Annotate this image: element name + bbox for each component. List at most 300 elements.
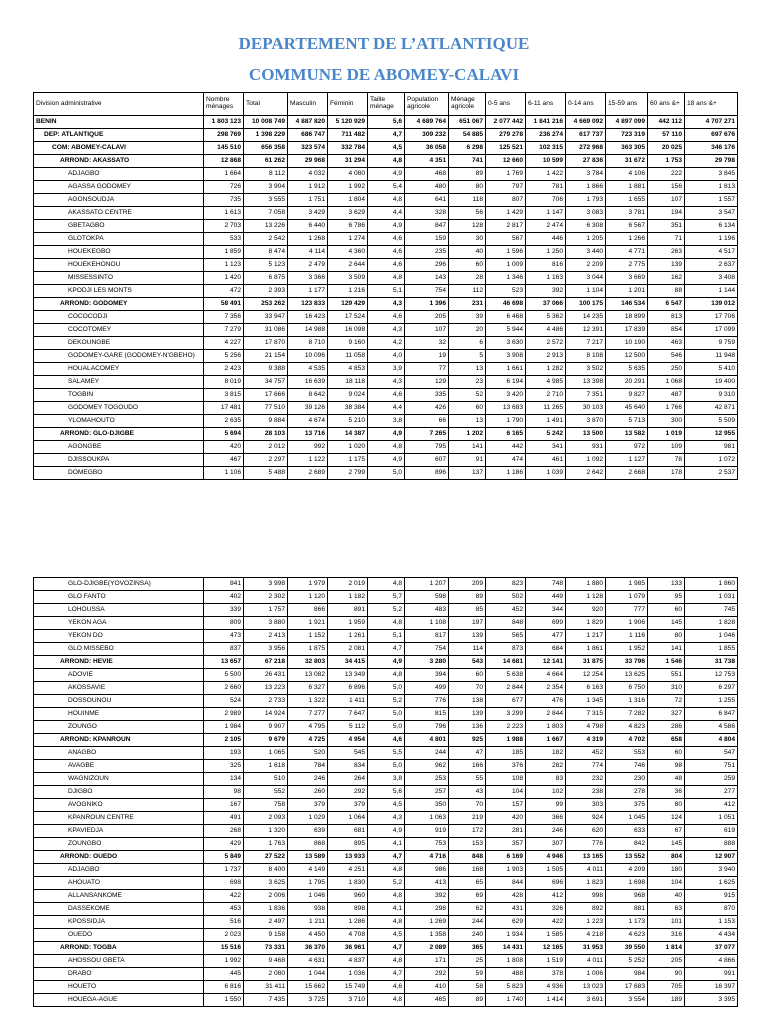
table-cell: 36 058	[405, 142, 449, 155]
table-cell: 12 907	[685, 851, 738, 864]
table-cell: 453	[204, 903, 244, 916]
table-cell: 3 940	[685, 864, 738, 877]
division-name: AGONSOUDJA	[34, 194, 204, 207]
table-cell: 5 210	[328, 415, 368, 428]
division-name: ARROND: HEVIE	[34, 656, 204, 669]
table-cell: 125 521	[486, 142, 526, 155]
table-cell: 1 255	[685, 695, 738, 708]
table-cell: 298	[405, 903, 449, 916]
division-name: SALAMEY	[34, 376, 204, 389]
table-cell: 136	[449, 721, 486, 734]
table-row	[34, 825, 738, 838]
table-cell: 5 694	[204, 428, 244, 441]
table-cell: 10 008 749	[244, 116, 288, 129]
table-cell: 1 753	[648, 155, 685, 168]
table-cell: 7 435	[244, 994, 288, 1007]
table-row	[34, 220, 738, 233]
table-cell: 2 668	[606, 467, 648, 480]
division-name: HOUEGA-AGUE	[34, 994, 204, 1007]
table-cell: 146 534	[606, 298, 648, 311]
table-cell: 1 261	[328, 630, 368, 643]
table-cell: 4,8	[368, 578, 405, 591]
division-name: GLOTOKPA	[34, 233, 204, 246]
column-header: 0-5 ans	[486, 93, 526, 116]
table-cell: 77	[405, 363, 449, 376]
table-cell: 6 567	[606, 220, 648, 233]
table-cell: 925	[449, 734, 486, 747]
table-cell: 2 703	[204, 220, 244, 233]
table-cell: 118	[449, 194, 486, 207]
table-cell: 1 992	[204, 955, 244, 968]
table-cell: 286	[648, 721, 685, 734]
table-cell: 3 781	[606, 207, 648, 220]
table-cell: 2 302	[244, 591, 288, 604]
table-cell: 129 429	[328, 298, 368, 311]
table-cell: 162	[648, 272, 685, 285]
table-cell: 13 716	[288, 428, 328, 441]
table-cell: 5 849	[204, 851, 244, 864]
table-cell: 1 988	[486, 734, 526, 747]
table-cell: 89	[449, 168, 486, 181]
table-cell: 3 725	[288, 994, 328, 1007]
table-cell: 7 058	[244, 207, 288, 220]
table-cell: 924	[566, 812, 606, 825]
table-cell: 4,8	[368, 194, 405, 207]
table-cell: 1 127	[606, 454, 648, 467]
table-cell: 346 176	[685, 142, 738, 155]
table-cell: 4 866	[685, 955, 738, 968]
table-cell: 3 555	[244, 194, 288, 207]
table-cell: 5,6	[368, 116, 405, 129]
table-cell: 230	[606, 773, 648, 786]
table-cell: 36 370	[288, 942, 328, 955]
table-cell: 48	[648, 773, 685, 786]
table-cell: 1 737	[204, 864, 244, 877]
table-cell: 21 154	[244, 350, 288, 363]
table-row	[34, 311, 738, 324]
table-cell: 4 804	[685, 734, 738, 747]
division-name: AHOUATO	[34, 877, 204, 890]
table-cell: 5 500	[204, 669, 244, 682]
table-cell: 6 165	[486, 428, 526, 441]
table-cell: 1 144	[685, 285, 738, 298]
table-cell: 15 662	[288, 981, 328, 994]
table-cell: 13 500	[566, 428, 606, 441]
table-cell: 1 808	[486, 955, 526, 968]
table-cell: 1 006	[566, 968, 606, 981]
table-cell: 3 429	[288, 207, 328, 220]
table-cell: 4,5	[368, 142, 405, 155]
table-cell: 2 844	[526, 708, 566, 721]
table-cell: 325	[204, 760, 244, 773]
table-cell: 516	[204, 916, 244, 929]
table-cell: 468	[405, 168, 449, 181]
table-row	[34, 155, 738, 168]
table-row	[34, 916, 738, 929]
table-cell: 107	[405, 324, 449, 337]
table-cell: 2 775	[606, 259, 648, 272]
table-row	[34, 350, 738, 363]
table-cell: 167	[204, 799, 244, 812]
table-cell: 13 223	[244, 682, 288, 695]
table-cell: 12 141	[526, 656, 566, 669]
table-cell: 815	[405, 708, 449, 721]
table-cell: 16 397	[685, 981, 738, 994]
table-row	[34, 942, 738, 955]
division-name: WAGNIZOUN	[34, 773, 204, 786]
table-cell: 8 710	[288, 337, 328, 350]
table-cell: 40	[449, 246, 486, 259]
table-cell: 109	[648, 441, 685, 454]
table-cell: 5,0	[368, 467, 405, 480]
table-cell: 1 655	[606, 194, 648, 207]
table-row	[34, 591, 738, 604]
table-cell: 565	[486, 630, 526, 643]
table-cell: 1 175	[328, 454, 368, 467]
table-cell: 4 251	[328, 864, 368, 877]
table-cell: 972	[606, 441, 648, 454]
table-cell: 4 631	[288, 955, 328, 968]
table-cell: 13 398	[566, 376, 606, 389]
table-cell: 39	[449, 311, 486, 324]
column-header: 0-14 ans	[566, 93, 606, 116]
table-cell: 4,7	[368, 942, 405, 955]
table-cell: 12 753	[685, 669, 738, 682]
table-cell: 9 679	[244, 734, 288, 747]
table-row	[34, 695, 738, 708]
table-cell: 422	[204, 890, 244, 903]
table-cell: 33 796	[606, 656, 648, 669]
table-row	[34, 298, 738, 311]
table-cell: 307	[526, 838, 566, 851]
table-cell: 4,8	[368, 669, 405, 682]
table-cell: 60	[449, 402, 486, 415]
division-name: MISSESSINTO	[34, 272, 204, 285]
table-cell: 197	[449, 617, 486, 630]
table-cell: 6 194	[486, 376, 526, 389]
table-cell: 520	[288, 747, 328, 760]
table-cell: 6 816	[204, 981, 244, 994]
division-name: HOUALACOMEY	[34, 363, 204, 376]
table-cell: 281	[486, 825, 526, 838]
table-cell: 141	[648, 643, 685, 656]
table-cell: 4 227	[204, 337, 244, 350]
division-name: COCOTOMEY	[34, 324, 204, 337]
table-cell: 1 031	[685, 591, 738, 604]
division-name: LOHOUSSA	[34, 604, 204, 617]
table-cell: 4 586	[685, 721, 738, 734]
table-cell: 69	[449, 890, 486, 903]
table-cell: 104	[486, 786, 526, 799]
table-cell: 1 316	[606, 695, 648, 708]
table-cell: 873	[486, 643, 526, 656]
table-cell: 1 519	[526, 955, 566, 968]
table-cell: 257	[405, 786, 449, 799]
table-cell: 4 708	[328, 929, 368, 942]
table-cell: 1 661	[486, 363, 526, 376]
table-cell: 781	[526, 181, 566, 194]
table-cell: 981	[685, 441, 738, 454]
table-cell: 3 904	[244, 181, 288, 194]
table-cell: 868	[288, 838, 328, 851]
table-cell: 260	[288, 786, 328, 799]
table-cell: 180	[648, 864, 685, 877]
table-cell: 205	[648, 955, 685, 968]
table-cell: 363 305	[606, 142, 648, 155]
header-row	[34, 93, 738, 116]
table-cell: 166	[449, 760, 486, 773]
table-cell: 182	[526, 747, 566, 760]
table-cell: 6 468	[486, 311, 526, 324]
table-cell: 1 596	[486, 246, 526, 259]
table-cell: 706	[526, 194, 566, 207]
table-cell: 4 702	[606, 734, 648, 747]
table-cell: 1 153	[685, 916, 738, 929]
table-cell: 6 786	[328, 220, 368, 233]
table-cell: 16 639	[288, 376, 328, 389]
table-cell: 3,9	[368, 363, 405, 376]
table-cell: 2 479	[288, 259, 328, 272]
table-cell: 1 250	[526, 246, 566, 259]
table-cell: 2 689	[288, 467, 328, 480]
table-cell: 1 618	[244, 760, 288, 773]
table-cell: 4,4	[368, 402, 405, 415]
table-row	[34, 786, 738, 799]
table-cell: 4,8	[368, 441, 405, 454]
table-cell: 4 674	[288, 415, 328, 428]
table-cell: 3,8	[368, 773, 405, 786]
table-row	[34, 363, 738, 376]
table-cell: 55	[449, 773, 486, 786]
table-cell: 991	[685, 968, 738, 981]
table-cell: 1 763	[244, 838, 288, 851]
table-cell: 1 029	[288, 812, 328, 825]
table-cell: 83	[526, 773, 566, 786]
table-cell: 881	[606, 903, 648, 916]
table-cell: 1 429	[486, 207, 526, 220]
table-cell: 17 870	[244, 337, 288, 350]
table-cell: 17 706	[685, 311, 738, 324]
table-cell: 6 847	[685, 708, 738, 721]
division-name: TOGBIN	[34, 389, 204, 402]
table-cell: 4 823	[606, 721, 648, 734]
column-header: 6-11 ans	[526, 93, 566, 116]
table-cell: 1 804	[328, 194, 368, 207]
table-cell: 1 952	[606, 643, 648, 656]
table-cell: 3 044	[566, 272, 606, 285]
table-cell: 1 122	[288, 454, 328, 467]
table-cell: 7 282	[606, 708, 648, 721]
table-cell: 30	[449, 233, 486, 246]
table-cell: 2 844	[486, 682, 526, 695]
division-name: DEP: ATLANTIQUE	[34, 129, 204, 142]
table-cell: 4,1	[368, 903, 405, 916]
table-cell: 54 885	[449, 129, 486, 142]
table-cell: 4 946	[526, 851, 566, 864]
table-cell: 774	[566, 760, 606, 773]
table-row	[34, 285, 738, 298]
table-cell: 895	[328, 838, 368, 851]
table-cell: 1 769	[486, 168, 526, 181]
table-cell: 753	[405, 838, 449, 851]
column-header: Total	[244, 93, 288, 116]
table-cell: 553	[606, 747, 648, 760]
table-cell: 2 012	[244, 441, 288, 454]
table-cell: 723 319	[606, 129, 648, 142]
table-cell: 141	[449, 441, 486, 454]
table-cell: 795	[405, 441, 449, 454]
table-cell: 5 635	[606, 363, 648, 376]
division-name: AKOSSAVIE	[34, 682, 204, 695]
table-cell: 1 320	[244, 825, 288, 838]
table-cell: 1 829	[566, 617, 606, 630]
table-cell: 26 431	[244, 669, 288, 682]
table-cell: 1 422	[526, 168, 566, 181]
table-cell: 1 064	[328, 812, 368, 825]
table-cell: 4 080	[328, 168, 368, 181]
table-cell: 59	[449, 968, 486, 981]
table-cell: 13 589	[288, 851, 328, 864]
table-cell: 2 572	[526, 337, 566, 350]
table-cell: 172	[449, 825, 486, 838]
table-cell: 3 630	[486, 337, 526, 350]
division-name: HOUETO	[34, 981, 204, 994]
table-cell: 847	[405, 220, 449, 233]
table-cell: 1 793	[566, 194, 606, 207]
table-cell: 29 798	[685, 155, 738, 168]
table-cell: 697 676	[685, 129, 738, 142]
table-cell: 776	[405, 695, 449, 708]
table-cell: 1 823	[566, 877, 606, 890]
table-cell: 898	[328, 903, 368, 916]
table-cell: 1 836	[244, 903, 288, 916]
table-cell: 1 020	[328, 441, 368, 454]
table-cell: 4,6	[368, 981, 405, 994]
table-cell: 13 023	[566, 981, 606, 994]
table-cell: 4 434	[685, 929, 738, 942]
table-cell: 523	[486, 285, 526, 298]
table-cell: 28	[449, 272, 486, 285]
table-cell: 1 751	[288, 194, 328, 207]
table-cell: 524	[204, 695, 244, 708]
table-cell: 36	[648, 786, 685, 799]
division-name: AGONGBE	[34, 441, 204, 454]
table-cell: 57 110	[648, 129, 685, 142]
table-row	[34, 721, 738, 734]
table-cell: 339	[204, 604, 244, 617]
table-cell: 5,6	[368, 786, 405, 799]
table-cell: 80	[648, 630, 685, 643]
table-cell: 9 024	[328, 389, 368, 402]
table-cell: 1 202	[449, 428, 486, 441]
table-cell: 2 081	[328, 643, 368, 656]
table-cell: 90	[648, 968, 685, 981]
table-cell: 2 019	[328, 578, 368, 591]
table-cell: 3 956	[244, 643, 288, 656]
table-cell: 746	[606, 760, 648, 773]
table-cell: 4,3	[368, 376, 405, 389]
table-cell: 4,2	[368, 337, 405, 350]
column-header: Population agricole	[405, 93, 449, 116]
table-cell: 1 044	[288, 968, 328, 981]
division-name: DJISSOUKPA	[34, 454, 204, 467]
table-cell: 279 278	[486, 129, 526, 142]
table-cell: 4,8	[368, 994, 405, 1007]
table-cell: 545	[328, 747, 368, 760]
table-row	[34, 955, 738, 968]
table-cell: 1 116	[606, 630, 648, 643]
table-cell: 4,3	[368, 298, 405, 311]
division-name: AVOGNIKO	[34, 799, 204, 812]
table-cell: 1 045	[606, 812, 648, 825]
table-cell: 1 046	[288, 890, 328, 903]
table-cell: 1 984	[204, 721, 244, 734]
table-cell: 205	[405, 311, 449, 324]
table-cell: 2 913	[526, 350, 566, 363]
table-cell: 465	[405, 994, 449, 1007]
table-cell: 480	[405, 181, 449, 194]
table-cell: 915	[685, 890, 738, 903]
table-cell: 2 799	[328, 467, 368, 480]
table-cell: 4,6	[368, 259, 405, 272]
table-cell: 1 182	[328, 591, 368, 604]
table-cell: 1 985	[606, 578, 648, 591]
table-cell: 607	[405, 454, 449, 467]
table-cell: 4,5	[368, 929, 405, 942]
division-name: AGASSA GODOMEY	[34, 181, 204, 194]
table-row	[34, 968, 738, 981]
table-cell: 1 491	[526, 415, 566, 428]
table-cell: 1 550	[204, 994, 244, 1007]
table-cell: 817	[405, 630, 449, 643]
table-row	[34, 617, 738, 630]
table-cell: 422	[526, 916, 566, 929]
table-cell: 1 065	[244, 747, 288, 760]
table-cell: 1 992	[328, 181, 368, 194]
table-cell: 13 657	[204, 656, 244, 669]
division-name: ZOUNGBO	[34, 838, 204, 851]
table-cell: 6 750	[606, 682, 648, 695]
table-cell: 472	[204, 285, 244, 298]
table-cell: 5 488	[244, 467, 288, 480]
table-cell: 5 120 929	[328, 116, 368, 129]
table-cell: 4,1	[368, 838, 405, 851]
table-cell: 4,8	[368, 864, 405, 877]
table-cell: 620	[566, 825, 606, 838]
table-cell: 13 625	[606, 669, 648, 682]
table-cell: 292	[405, 968, 449, 981]
table-cell: 809	[204, 617, 244, 630]
table-cell: 123 833	[288, 298, 328, 311]
division-name: KPODJI LES MONTS	[34, 285, 204, 298]
division-name: ARROND: OUEDO	[34, 851, 204, 864]
table-cell: 139	[449, 708, 486, 721]
table-cell: 4 801	[405, 734, 449, 747]
table-row	[34, 454, 738, 467]
table-cell: 298 769	[204, 129, 244, 142]
table-cell: 6 875	[244, 272, 288, 285]
table-cell: 52	[449, 389, 486, 402]
table-cell: 58	[449, 981, 486, 994]
division-name: GLO MISSEBO	[34, 643, 204, 656]
table-cell: 1 345	[566, 695, 606, 708]
column-header: 15-59 ans	[606, 93, 648, 116]
division-name: YEKON AGA	[34, 617, 204, 630]
table-cell: 236 274	[526, 129, 566, 142]
table-cell: 98	[648, 760, 685, 773]
table-cell: 1 505	[526, 864, 566, 877]
table-cell: 31 672	[606, 155, 648, 168]
